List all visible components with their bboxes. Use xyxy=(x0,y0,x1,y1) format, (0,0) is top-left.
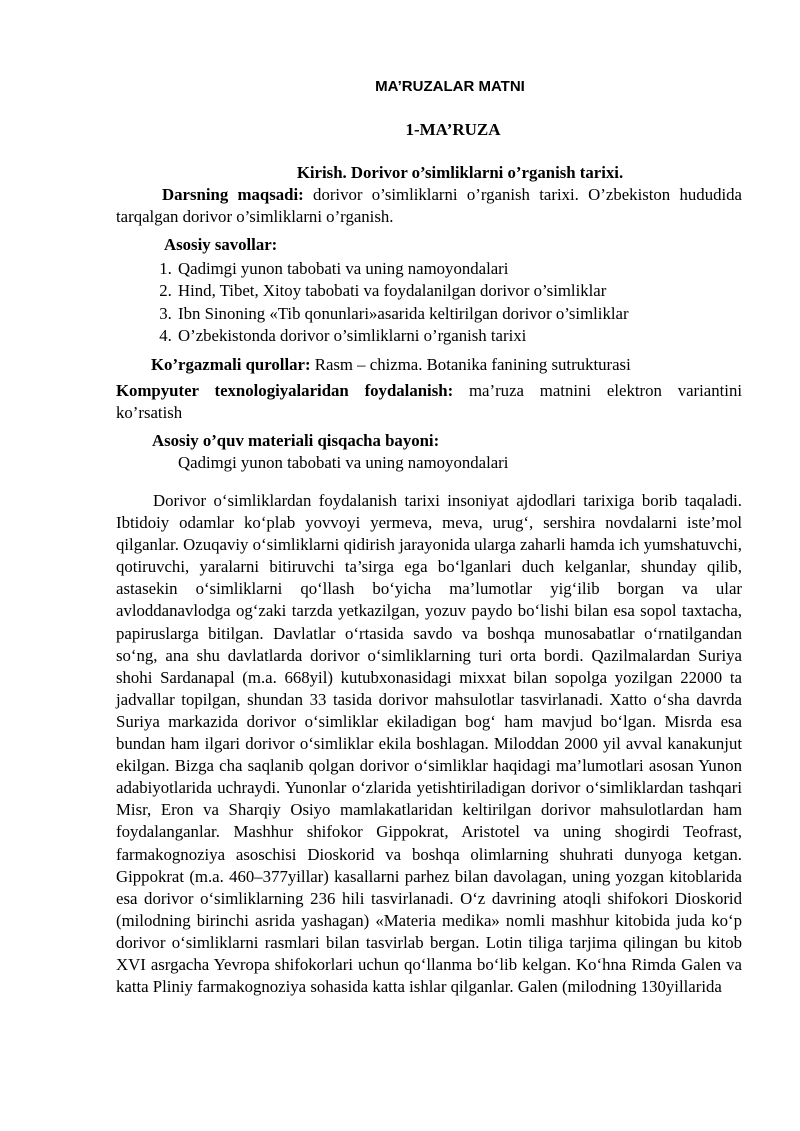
questions-list xyxy=(150,258,629,348)
list-item: 3. Ibn Sinoning «Tib qonunlari»asarida keltirilgan dorivor o’simliklar xyxy=(176,303,629,325)
visual-aids xyxy=(151,354,777,376)
goal-text: dorivor o’simliklarni o’rganish tarixi. O’zbekiston hududida tarqalgan dorivor o’simliklarni o’rganish. xyxy=(116,185,742,227)
tools-text: Rasm – chizma. Botanika fanining sutrukturasi xyxy=(310,355,631,374)
questions-heading: Asosiy savollar: xyxy=(164,235,278,254)
list-item: 4. O’zbekistonda dorivor o’simliklarni o’rganish tarixi xyxy=(176,325,629,347)
summary-topic: Qadimgi yunon tabobati va uning namoyondalari xyxy=(178,453,509,472)
summary-heading: Asosiy o’quv materiali qisqacha bayoni: xyxy=(152,431,440,450)
lesson-goal xyxy=(116,184,742,229)
computer-text: ma’ruza matnini elektron variantini ko’rsatish xyxy=(116,381,742,423)
main-paragraph: Dorivor o‘simliklardan foydalanish tarixi insoniyat ajdodlari tarixiga borib taqaladi. Ibtidoiy odamlar ko‘plab yovvoyi yermeva, meva, urug‘, sershira novdalarni iste’mol qilganlar. Ozuqaviy o‘simliklarni qidirish jarayonida ularga zaharli hamda ich yumshatuvchi, qotiruvchi, yaralarni bitiruvchi ta’sirga ega bo‘lganlari duch kelganlar, shunday qilib, astasekin o‘simliklarni qo‘llash bo‘yicha ma’lumotlar yig‘ilib borgan va ular avloddanavlodga og‘zaki tarzda yetkazilgan, yozuv paydo bo‘lishi bilan esa sopol taxtacha, papiruslarga bitilgan. Davlatlar o‘rtasida savdo va boshqa munosabatlar o‘rnatilgandan so‘ng, ana shu davlatlarda dorivor o‘simliklarning turi orta bordi. Qazilmalardan Suriya shohi Sardanapal (m.a. 668yil) kutubxonasidagi mixxat bilan sopolga yozilgan 22000 ta jadvallar topilgan, shundan 33 tasida dorivor mahsulotlar tasvirlanadi. Xatto o‘sha davrda Suriya markazida dorivor o‘simliklar ekiladigan bog‘ ham mavjud bo‘lgan. Misrda esa bundan ham ilgari dorivor o‘simliklar ekila boshlagan. Miloddan 2000 yil avval kanakunjut ekilgan. Bizga cha saqlanib qolgan dorivor o‘simliklar haqidagi ma’lumotlari asosan Yunon adabiyotlarida uchraydi. Yunonlar o‘zlarida yetishtiriladigan dorivor o‘simliklardan tashqari Misr, Eron va Sharqiy Osiyo mamlakatlaridan keltirilgan dorivor mahsulotlardan ham foydalanganlar. Mashhur shifokor Gippokrat, Aristotel va uning shogirdi Teofrast, farmakognoziya asoschisi Dioskorid va boshqa olimlarning shuhrati dunyoga ketgan. Gippokrat (m.a. 460–377yillar) kasallarni parhez bilan davolagan, uning yozgan kitoblarida esa dorivor o‘simliklarning 236 hili tasvirlanadi. O‘z davrining atoqli shifokori Dioskorid (milodning birinchi asrida yashagan) «Materia medika» nomli mashhur kitobida juda ko‘p dorivor o‘simliklarni rasmlari bilan tasvirlab bergan. Lotin tiliga tarjima qilingan bu kitob XVI asrgacha Yevropa shifokorlari uchun qo‘llanma bo‘lib kelgan. Ko‘hna Rimda Galen va katta Pliniy farmakognoziya sohasida katta ishlar qilganlar. Galen (milodning 130yillarida xyxy=(116,491,742,997)
computer-usage xyxy=(116,380,742,425)
document-header: MA’RUZALAR MATNI xyxy=(375,78,525,95)
tools-label: Ko’rgazmali qurollar: xyxy=(151,355,311,374)
list-item: 1. Qadimgi yunon tabobati va uning namoyondalari xyxy=(176,258,629,280)
intro-title: Kirish. Dorivor o’simliklarni o’rganish tarixi. xyxy=(296,163,624,182)
computer-label: Kompyuter texnologiyalaridan foydalanish: xyxy=(116,381,454,400)
lecture-title: 1-MA’RUZA xyxy=(405,120,501,139)
list-item: 2. Hind, Tibet, Xitoy tabobati va foydalanilgan dorivor o’simliklar xyxy=(176,280,629,302)
goal-label: Darsning maqsadi: xyxy=(162,185,304,204)
